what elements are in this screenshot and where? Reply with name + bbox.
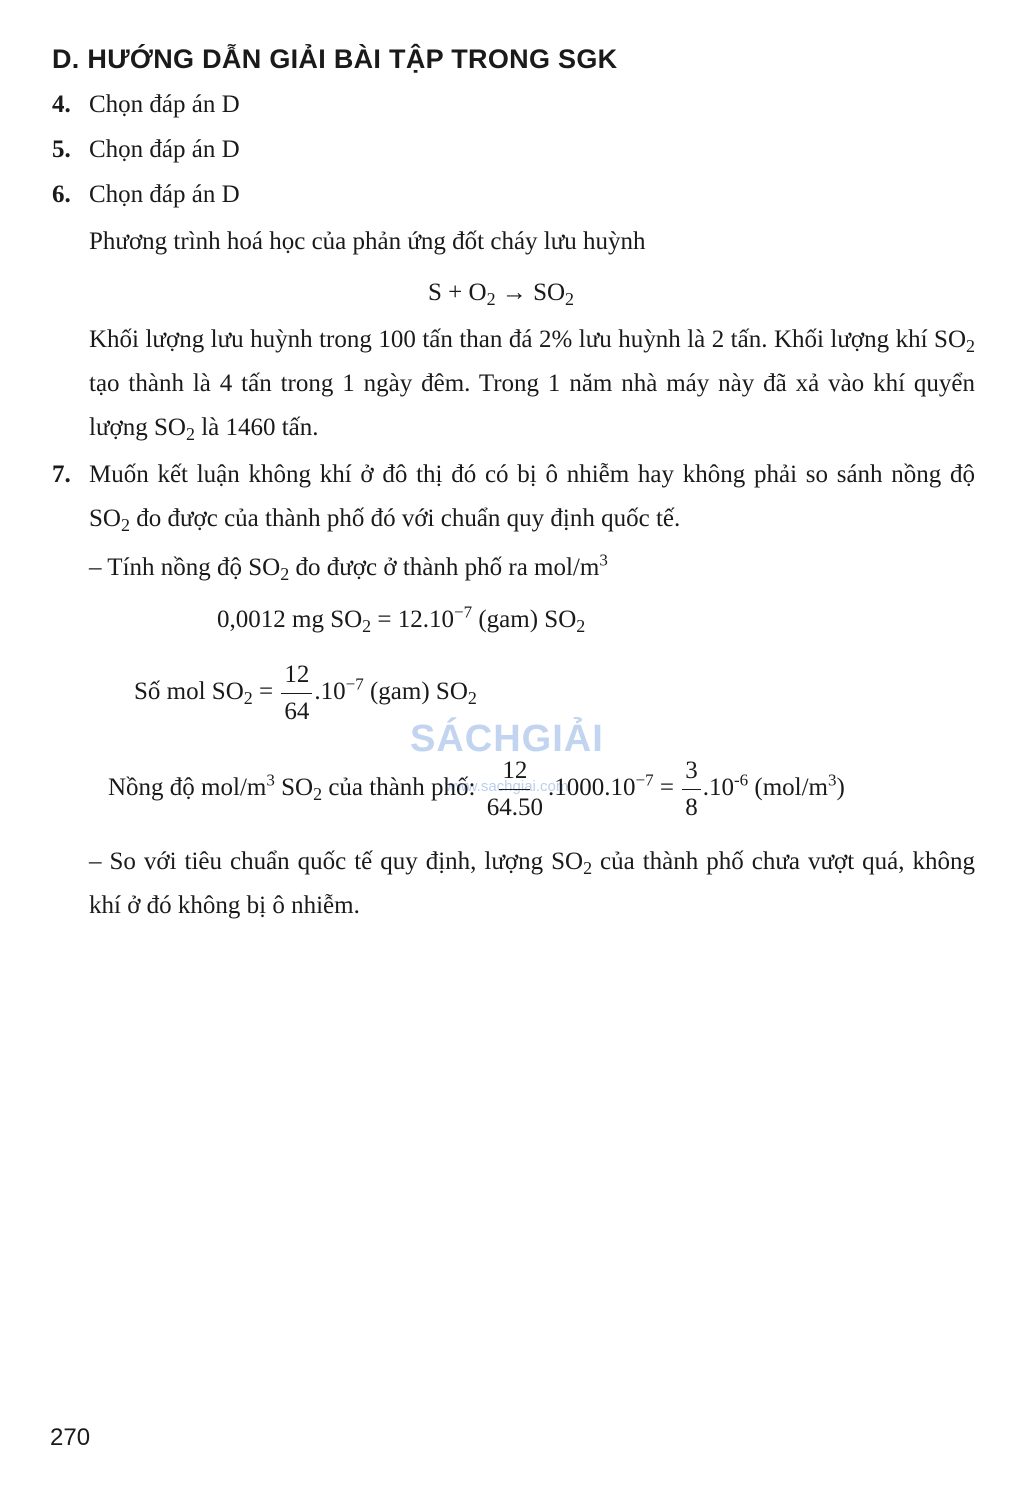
answer-text-4: Chọn đáp án D [89, 91, 240, 118]
item7-paragraph: Muốn kết luận không khí ở đô thị đó có bị ô nhiễm hay không phải so sánh nồng độ $SO_2$ đo được của thành phố đó với chuẩn quy định quốc tế. [89, 461, 975, 536]
fraction: $\frac{12}{64}$ [281, 657, 312, 730]
molarity-equation: Nồng độ mol/$m^3$ $SO_2$ của thành phố: $\frac{12}{64.50}$ $.1000.10^{-7}$ = $\frac{3}{8}$ $.10^{-6}$ $(mol/m^3)$ [108, 752, 845, 826]
item6-paragraph: Khối lượng lưu huỳnh trong 100 tấn than đá 2% lưu huỳnh là 2 tấn. Khối lượng khí $SO_2$ tạo thành là 4 tấn trong 1 ngày đêm. Trong 1 năm nhà máy này đã xả vào khí quyển lượng $SO_2$ là 1460 tấn. [89, 326, 975, 445]
item-number: 6. [52, 181, 71, 208]
answer-text-6: Chọn đáp án D [89, 181, 240, 208]
fraction: $\frac{3}{8}$ [682, 753, 701, 826]
bullet-concentration: – Tính nồng độ $SO_2$ đo được ở thành phố ra mol/$m^3$ [89, 550, 608, 585]
item6-intro: Phương trình hoá học của phản ứng đốt cháy lưu huỳnh [89, 228, 646, 255]
item-number: 7. [52, 461, 71, 488]
moles-equation: Số mol $SO_2$ = $\frac{12}{64}$ $.10^{-7}$ (gam) $SO_2$ [134, 656, 477, 730]
page-number: 270 [50, 1424, 91, 1451]
item-number: 5. [52, 136, 71, 163]
answer-text-5: Chọn đáp án D [89, 136, 240, 163]
watermark-url: www.sachgiai.com [445, 778, 569, 795]
conclusion-paragraph: – So với tiêu chuẩn quốc tế quy định, lượng $SO_2$ của thành phố chưa vượt quá, không khí ở đó không bị ô nhiễm. [89, 848, 975, 919]
fraction: $\frac{12}{64.50}$ [484, 753, 546, 826]
mass-conversion-equation: 0,0012 mg $SO_2 = 12.10^{-7}$ (gam) $SO_2$ [217, 602, 586, 637]
combustion-equation: $S + O_2 \to SO_2$ [428, 279, 575, 310]
item-number: 4. [52, 91, 71, 118]
section-heading: D. HƯỚNG DẪN GIẢI BÀI TẬP TRONG SGK [52, 44, 618, 74]
watermark-logo: SÁCHGIẢI [410, 718, 604, 760]
